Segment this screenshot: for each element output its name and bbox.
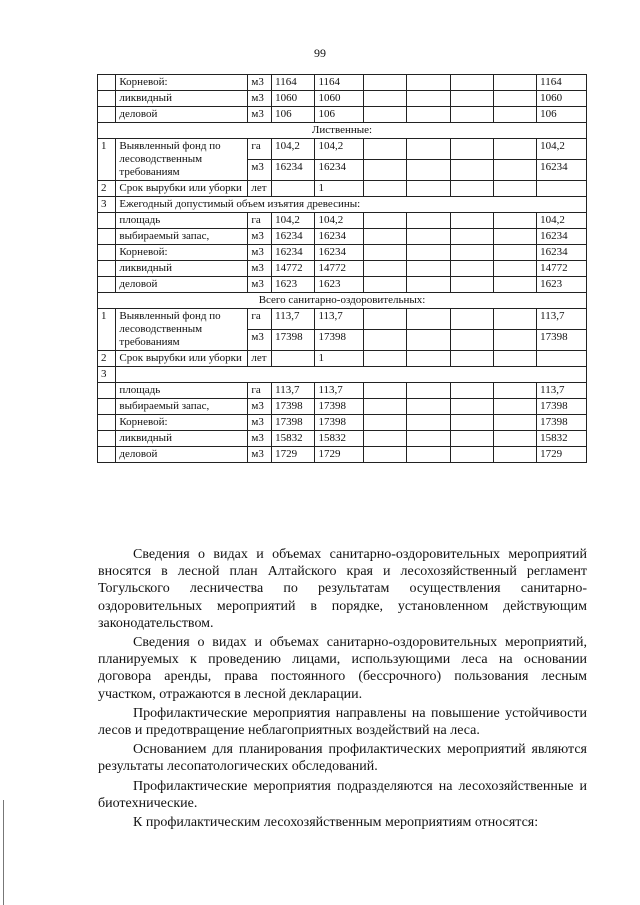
unit-cell: га bbox=[248, 309, 272, 330]
paragraph: Профилактические мероприятия подразделяются на лесохозяйственные и биотехнические. bbox=[98, 778, 587, 811]
unit-cell: лет bbox=[248, 351, 272, 367]
empty-cell bbox=[364, 213, 407, 229]
row-name: выбираемый запас, bbox=[116, 229, 248, 245]
empty-cell bbox=[407, 139, 450, 160]
paragraph: Сведения о видах и объемах санитарно-оздоровительных мероприятий вносятся в лесной план Алтайского края и лесохозяйственный регламент Тогульского лесничества по результатам осуществления санитарно-оздоровительных мероприятий в порядке, установленном действующим законодательством. bbox=[98, 547, 587, 631]
row-number bbox=[98, 245, 116, 261]
empty-cell bbox=[493, 139, 536, 160]
value-cell: 104,2 bbox=[315, 139, 364, 160]
table-row bbox=[98, 229, 587, 245]
row-number bbox=[98, 91, 116, 107]
row-number bbox=[98, 75, 116, 91]
value-cell: 16234 bbox=[272, 245, 315, 261]
empty-cell bbox=[407, 160, 450, 181]
total-cell: 104,2 bbox=[537, 139, 587, 160]
value-cell: 1 bbox=[315, 181, 364, 197]
empty-cell bbox=[407, 415, 450, 431]
unit-cell: м3 bbox=[248, 415, 272, 431]
row-name: Корневой: bbox=[116, 245, 248, 261]
empty-cell bbox=[493, 277, 536, 293]
empty-cell bbox=[450, 245, 493, 261]
empty-cell bbox=[493, 383, 536, 399]
total-cell: 106 bbox=[537, 107, 587, 123]
row-name: Выявленный фонд по лесоводственным требованиям bbox=[116, 309, 248, 351]
total-cell: 1164 bbox=[537, 75, 587, 91]
empty-cell bbox=[450, 181, 493, 197]
table-row bbox=[98, 245, 587, 261]
table-row bbox=[98, 107, 587, 123]
empty-cell bbox=[407, 447, 450, 463]
empty-cell bbox=[364, 309, 407, 330]
row-name: площадь bbox=[116, 383, 248, 399]
value-cell: 106 bbox=[272, 107, 315, 123]
empty-cell bbox=[407, 330, 450, 351]
value-cell: 17398 bbox=[315, 415, 364, 431]
row-number bbox=[98, 415, 116, 431]
row-number bbox=[98, 431, 116, 447]
table-row bbox=[98, 367, 587, 383]
empty-cell bbox=[407, 91, 450, 107]
empty-cell bbox=[364, 139, 407, 160]
row-number bbox=[98, 261, 116, 277]
empty-cell bbox=[364, 229, 407, 245]
unit-cell: м3 bbox=[248, 330, 272, 351]
table-row bbox=[98, 197, 587, 213]
unit-cell: м3 bbox=[248, 261, 272, 277]
unit-cell: м3 bbox=[248, 447, 272, 463]
value-cell bbox=[272, 351, 315, 367]
total-cell: 1729 bbox=[537, 447, 587, 463]
unit-cell: м3 bbox=[248, 277, 272, 293]
value-cell: 104,2 bbox=[272, 213, 315, 229]
value-cell: 1729 bbox=[272, 447, 315, 463]
row-number: 2 bbox=[98, 351, 116, 367]
value-cell: 113,7 bbox=[315, 383, 364, 399]
value-cell: 17398 bbox=[272, 399, 315, 415]
value-cell bbox=[272, 181, 315, 197]
row-name: деловой bbox=[116, 107, 248, 123]
empty-cell bbox=[364, 91, 407, 107]
empty-cell bbox=[407, 181, 450, 197]
empty-cell bbox=[407, 431, 450, 447]
table-row bbox=[98, 91, 587, 107]
empty-cell bbox=[493, 415, 536, 431]
row-number bbox=[98, 399, 116, 415]
empty-cell bbox=[407, 351, 450, 367]
total-cell: 104,2 bbox=[537, 213, 587, 229]
table-row bbox=[98, 351, 587, 367]
total-cell: 16234 bbox=[537, 245, 587, 261]
empty-cell bbox=[493, 245, 536, 261]
table-row bbox=[98, 309, 587, 330]
empty-cell bbox=[493, 75, 536, 91]
total-cell: 16234 bbox=[537, 160, 587, 181]
table-row bbox=[98, 139, 587, 160]
empty-cell bbox=[407, 213, 450, 229]
value-cell: 17398 bbox=[272, 330, 315, 351]
empty-cell bbox=[450, 447, 493, 463]
value-cell: 14772 bbox=[315, 261, 364, 277]
empty-cell bbox=[450, 75, 493, 91]
row-name: Срок вырубки или уборки bbox=[116, 181, 248, 197]
empty-cell bbox=[450, 160, 493, 181]
value-cell: 15832 bbox=[272, 431, 315, 447]
value-cell: 113,7 bbox=[315, 309, 364, 330]
value-cell: 104,2 bbox=[315, 213, 364, 229]
unit-cell: га bbox=[248, 213, 272, 229]
value-cell: 17398 bbox=[315, 399, 364, 415]
row-name: выбираемый запас, bbox=[116, 399, 248, 415]
table-row bbox=[98, 415, 587, 431]
section-heading: Всего санитарно-оздоровительных: bbox=[98, 293, 587, 309]
empty-cell bbox=[364, 107, 407, 123]
total-cell: 17398 bbox=[537, 399, 587, 415]
value-cell: 17398 bbox=[315, 330, 364, 351]
unit-cell: м3 bbox=[248, 229, 272, 245]
empty-cell bbox=[364, 351, 407, 367]
empty-cell bbox=[450, 309, 493, 330]
forest-volume-table bbox=[97, 74, 587, 463]
empty-cell bbox=[450, 431, 493, 447]
empty-cell bbox=[407, 399, 450, 415]
empty-cell bbox=[450, 351, 493, 367]
value-cell: 16234 bbox=[272, 160, 315, 181]
row-name: деловой bbox=[116, 277, 248, 293]
value-cell: 113,7 bbox=[272, 383, 315, 399]
value-cell: 1 bbox=[315, 351, 364, 367]
value-cell: 106 bbox=[315, 107, 364, 123]
row-number bbox=[98, 383, 116, 399]
unit-cell: м3 bbox=[248, 91, 272, 107]
empty-cell bbox=[407, 229, 450, 245]
empty-cell bbox=[364, 383, 407, 399]
scan-edge-line bbox=[3, 800, 4, 905]
row-number: 2 bbox=[98, 181, 116, 197]
body-text bbox=[98, 546, 587, 831]
value-cell: 14772 bbox=[272, 261, 315, 277]
table-row bbox=[98, 213, 587, 229]
row-number: 3 bbox=[98, 367, 116, 383]
row-number: 3 bbox=[98, 197, 116, 213]
row-name: ликвидный bbox=[116, 431, 248, 447]
empty-cell bbox=[407, 383, 450, 399]
table-section-row bbox=[98, 123, 587, 139]
value-cell: 1060 bbox=[315, 91, 364, 107]
total-cell: 1060 bbox=[537, 91, 587, 107]
table-row bbox=[98, 431, 587, 447]
empty-cell bbox=[364, 160, 407, 181]
empty-cell bbox=[493, 229, 536, 245]
table-row bbox=[98, 75, 587, 91]
empty-cell bbox=[364, 181, 407, 197]
empty-cell bbox=[407, 245, 450, 261]
value-cell: 1164 bbox=[315, 75, 364, 91]
paragraph: Профилактические мероприятия направлены на повышение устойчивости лесов и предотвращение неблагоприятных воздействий на леса. bbox=[98, 705, 587, 739]
table-row bbox=[98, 181, 587, 197]
unit-cell: лет bbox=[248, 181, 272, 197]
total-cell: 17398 bbox=[537, 415, 587, 431]
empty-cell bbox=[493, 431, 536, 447]
value-cell: 1729 bbox=[315, 447, 364, 463]
unit-cell: м3 bbox=[248, 107, 272, 123]
empty-cell bbox=[364, 261, 407, 277]
value-cell: 1060 bbox=[272, 91, 315, 107]
empty-cell bbox=[450, 383, 493, 399]
row-number bbox=[98, 213, 116, 229]
value-cell: 16234 bbox=[315, 229, 364, 245]
total-cell bbox=[537, 351, 587, 367]
empty-cell bbox=[407, 309, 450, 330]
unit-cell: м3 bbox=[248, 431, 272, 447]
row-number bbox=[98, 447, 116, 463]
empty-cell bbox=[493, 447, 536, 463]
empty-cell bbox=[364, 245, 407, 261]
row-number bbox=[98, 107, 116, 123]
row-span-label bbox=[116, 367, 587, 383]
empty-cell bbox=[407, 277, 450, 293]
empty-cell bbox=[364, 431, 407, 447]
unit-cell: га bbox=[248, 383, 272, 399]
paragraph: Сведения о видах и объемах санитарно-оздоровительных мероприятий, планируемых к проведению лицами, использующими леса на основании договора аренды, права постоянного (бессрочного) пользования лесным участком, отражаются в лесной декларации. bbox=[98, 635, 587, 702]
empty-cell bbox=[450, 213, 493, 229]
total-cell: 1623 bbox=[537, 277, 587, 293]
value-cell: 1623 bbox=[315, 277, 364, 293]
empty-cell bbox=[450, 261, 493, 277]
empty-cell bbox=[493, 181, 536, 197]
row-number bbox=[98, 277, 116, 293]
table-row bbox=[98, 277, 587, 293]
row-name: Выявленный фонд по лесоводственным требованиям bbox=[116, 139, 248, 181]
empty-cell bbox=[364, 75, 407, 91]
total-cell: 17398 bbox=[537, 330, 587, 351]
total-cell: 16234 bbox=[537, 229, 587, 245]
row-number: 1 bbox=[98, 139, 116, 181]
empty-cell bbox=[364, 415, 407, 431]
empty-cell bbox=[493, 91, 536, 107]
table-row bbox=[98, 261, 587, 277]
value-cell: 16234 bbox=[315, 245, 364, 261]
total-cell bbox=[537, 181, 587, 197]
unit-cell: м3 bbox=[248, 399, 272, 415]
row-name: Срок вырубки или уборки bbox=[116, 351, 248, 367]
paragraph: Основанием для планирования профилактических мероприятий являются результаты лесопатологических обследований. bbox=[98, 742, 587, 775]
empty-cell bbox=[493, 309, 536, 330]
empty-cell bbox=[493, 107, 536, 123]
value-cell: 1164 bbox=[272, 75, 315, 91]
total-cell: 113,7 bbox=[537, 309, 587, 330]
empty-cell bbox=[407, 75, 450, 91]
empty-cell bbox=[450, 229, 493, 245]
table-row bbox=[98, 383, 587, 399]
empty-cell bbox=[493, 213, 536, 229]
row-name: ликвидный bbox=[116, 91, 248, 107]
unit-cell: га bbox=[248, 139, 272, 160]
empty-cell bbox=[450, 277, 493, 293]
empty-cell bbox=[450, 91, 493, 107]
value-cell: 113,7 bbox=[272, 309, 315, 330]
table-row bbox=[98, 447, 587, 463]
row-name: Корневой: bbox=[116, 415, 248, 431]
unit-cell: м3 bbox=[248, 160, 272, 181]
row-number bbox=[98, 229, 116, 245]
value-cell: 1623 bbox=[272, 277, 315, 293]
empty-cell bbox=[493, 160, 536, 181]
empty-cell bbox=[364, 330, 407, 351]
row-span-label: Ежегодный допустимый объем изъятия древесины: bbox=[116, 197, 587, 213]
row-number: 1 bbox=[98, 309, 116, 351]
empty-cell bbox=[493, 330, 536, 351]
row-name: Корневой: bbox=[116, 75, 248, 91]
empty-cell bbox=[450, 399, 493, 415]
page-number: 99 bbox=[314, 46, 326, 60]
row-name: деловой bbox=[116, 447, 248, 463]
section-heading: Лиственные: bbox=[98, 123, 587, 139]
unit-cell: м3 bbox=[248, 75, 272, 91]
row-name: ликвидный bbox=[116, 261, 248, 277]
empty-cell bbox=[450, 330, 493, 351]
empty-cell bbox=[450, 415, 493, 431]
unit-cell: м3 bbox=[248, 245, 272, 261]
empty-cell bbox=[407, 107, 450, 123]
total-cell: 113,7 bbox=[537, 383, 587, 399]
value-cell: 17398 bbox=[272, 415, 315, 431]
value-cell: 16234 bbox=[315, 160, 364, 181]
empty-cell bbox=[493, 261, 536, 277]
empty-cell bbox=[450, 107, 493, 123]
value-cell: 15832 bbox=[315, 431, 364, 447]
paragraph: К профилактическим лесохозяйственным мероприятиям относятся: bbox=[133, 815, 539, 831]
total-cell: 15832 bbox=[537, 431, 587, 447]
row-name: площадь bbox=[116, 213, 248, 229]
empty-cell bbox=[364, 447, 407, 463]
table-section-row bbox=[98, 293, 587, 309]
value-cell: 104,2 bbox=[272, 139, 315, 160]
empty-cell bbox=[364, 277, 407, 293]
empty-cell bbox=[493, 351, 536, 367]
value-cell: 16234 bbox=[272, 229, 315, 245]
empty-cell bbox=[450, 139, 493, 160]
table-row bbox=[98, 399, 587, 415]
empty-cell bbox=[364, 399, 407, 415]
empty-cell bbox=[407, 261, 450, 277]
empty-cell bbox=[493, 399, 536, 415]
total-cell: 14772 bbox=[537, 261, 587, 277]
